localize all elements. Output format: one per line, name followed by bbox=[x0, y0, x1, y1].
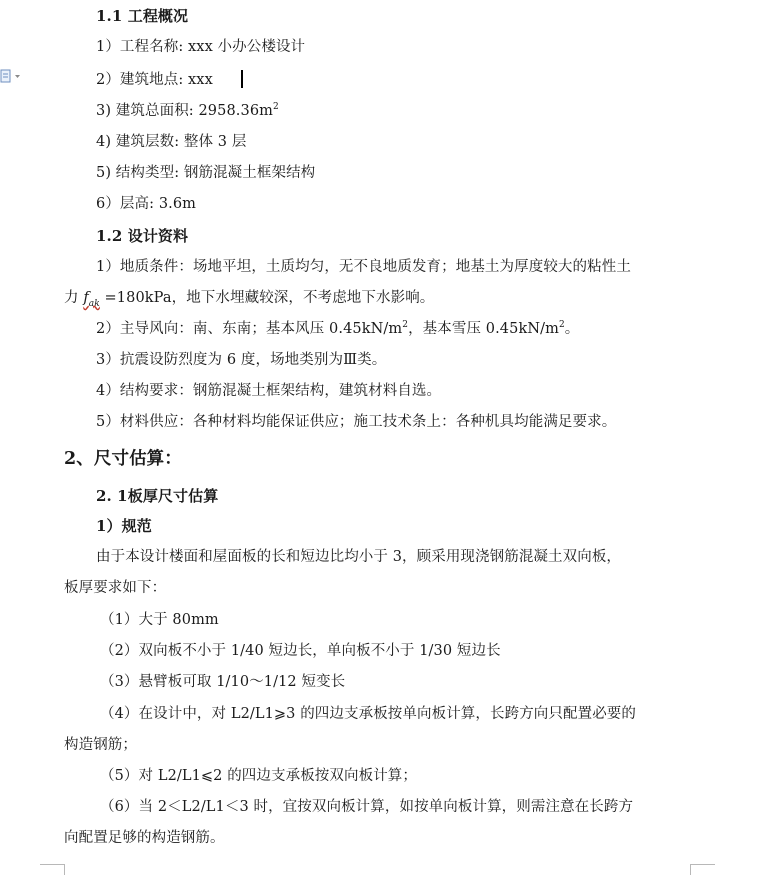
intro-line-2: 板厚要求如下： bbox=[64, 580, 167, 596]
intro-line-1: 由于本设计楼面和屋面板的长和短边比均小于 3，顾采用现浇钢筋混凝土双向板， bbox=[96, 549, 622, 565]
section-2-1-1-heading: 1）规范 bbox=[96, 517, 152, 535]
section-2-heading: 2、尺寸估算： bbox=[64, 449, 182, 469]
project-name-line: 1）工程名称: xxx 小办公楼设计 bbox=[96, 39, 306, 55]
section-1-2-heading: 1.2 设计资料 bbox=[96, 227, 189, 245]
requirement-3: （3）悬臂板可取 1/10～1/12 短变长 bbox=[100, 674, 346, 690]
geology-line-1: 1）地质条件：场地平坦，土质均匀，无不良地质发育；地基土为厚度较大的粘性土 bbox=[96, 259, 631, 275]
page-corner-mark-left bbox=[40, 864, 65, 875]
requirement-4-line-2: 构造钢筋； bbox=[64, 737, 137, 753]
text-cursor bbox=[241, 70, 243, 88]
section-2-1-heading: 2. 1板厚尺寸估算 bbox=[96, 487, 219, 505]
requirement-6-line-1: （6）当 2＜L2/L1＜3 时，宜按双向板计算，如按单向板计算，则需注意在长跨方 bbox=[100, 799, 634, 815]
requirement-6-line-2: 向配置足够的构造钢筋。 bbox=[64, 830, 225, 846]
structure-type-line: 5) 结构类型: 钢筋混凝土框架结构 bbox=[96, 165, 316, 181]
requirement-1: （1）大于 80mm bbox=[100, 612, 219, 628]
structure-requirement-line: 4）结构要求：钢筋混凝土框架结构，建筑材料自选。 bbox=[96, 383, 442, 399]
requirement-2: （2）双向板不小于 1/40 短边长，单向板不小于 1/30 短边长 bbox=[100, 643, 501, 659]
requirement-4-line-1: （4）在设计中，对 L2/L1⩾3 的四边支承板按单向板计算，长跨方向只配置必要的 bbox=[100, 706, 637, 722]
floors-line: 4) 建筑层数: 整体 3 层 bbox=[96, 134, 247, 150]
project-location-line: 2）建筑地点: xxx bbox=[96, 72, 213, 88]
floor-height-line: 6）层高: 3.6m bbox=[96, 196, 197, 212]
fak-symbol: $f_{ak}$ bbox=[83, 290, 100, 309]
page-corner-mark-right bbox=[690, 864, 715, 875]
wind-snow-line: 2）主导风向：南、东南；基本风压 $0.45kN/m^2$，基本雪压 $0.45kN/m^2$。 bbox=[96, 320, 580, 337]
materials-line: 5）材料供应：各种材料均能保证供应；施工技术条上：各种机具均能满足要求。 bbox=[96, 414, 617, 430]
section-1-1-heading: 1.1 工程概况 bbox=[96, 7, 189, 25]
total-area-line: 3) 建筑总面积: $2958.36m^2$ bbox=[96, 102, 279, 119]
seismic-line: 3）抗震设防烈度为 6 度，场地类别为Ⅲ类。 bbox=[96, 352, 387, 368]
document-icon[interactable] bbox=[0, 68, 22, 84]
geology-line-2: 力 $f_{ak} =180kPa$，地下水埋藏较深，不考虑地下水影响。 bbox=[64, 290, 435, 309]
requirement-5: （5）对 L2/L1⩽2 的四边支承板按双向板计算； bbox=[100, 768, 418, 784]
